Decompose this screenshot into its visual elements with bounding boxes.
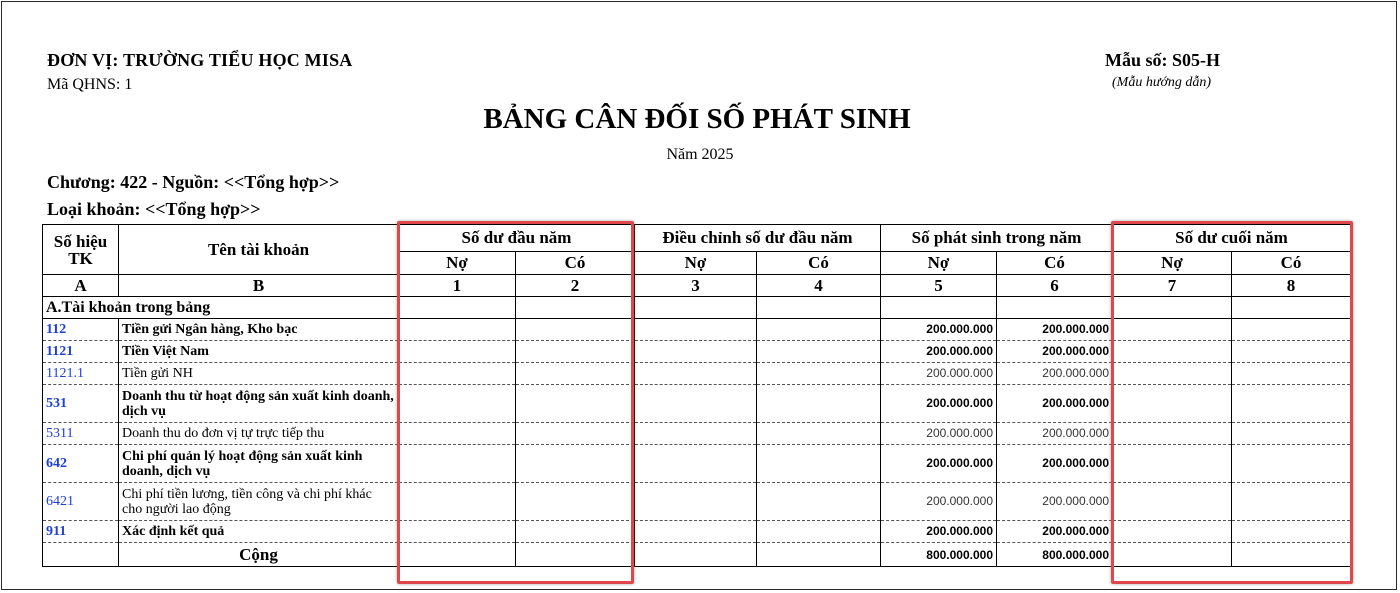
col-letter: B — [119, 275, 399, 297]
header-opening-balance: Số dư đầu năm — [399, 225, 635, 252]
account-name: Tiền Việt Nam — [119, 341, 399, 363]
movement-credit: 200.000.000 — [997, 319, 1113, 341]
col-number: 2 — [516, 275, 635, 297]
account-code[interactable]: 531 — [43, 385, 119, 423]
col-number: 6 — [997, 275, 1113, 297]
col-number: 5 — [881, 275, 997, 297]
account-code[interactable]: 1121 — [43, 341, 119, 363]
header-debit: Nợ — [1113, 252, 1232, 275]
account-code[interactable]: 112 — [43, 319, 119, 341]
chapter-source: Chương: 422 - Nguồn: <<Tổng hợp>> — [47, 172, 340, 192]
account-name: Doanh thu từ hoạt động sản xuất kinh doanh, dịch vụ — [119, 385, 399, 423]
movement-credit: 200.000.000 — [997, 341, 1113, 363]
header-credit: Có — [997, 252, 1113, 275]
col-letter: A — [43, 275, 119, 297]
account-code[interactable]: 911 — [43, 521, 119, 543]
report-title-text: BẢNG CÂN ĐỐI SỐ PHÁT SINH — [483, 103, 911, 135]
movement-debit: 200.000.000 — [881, 385, 997, 423]
movement-credit: 200.000.000 — [997, 385, 1113, 423]
section-label: A.Tài khoản trong bảng — [43, 297, 399, 319]
header-closing-balance: Số dư cuối năm — [1113, 225, 1351, 252]
total-movement-credit: 800.000.000 — [997, 543, 1113, 567]
header-credit: Có — [1232, 252, 1351, 275]
movement-credit: 200.000.000 — [997, 521, 1113, 543]
header-debit: Nợ — [399, 252, 516, 275]
col-number: 1 — [399, 275, 516, 297]
header-credit: Có — [516, 252, 635, 275]
account-code[interactable]: 642 — [43, 445, 119, 483]
movement-credit: 200.000.000 — [997, 363, 1113, 385]
movement-debit: 200.000.000 — [881, 319, 997, 341]
report-year: Năm 2025 — [666, 146, 734, 163]
account-name: Chi phí quản lý hoạt động sản xuất kinh doanh, dịch vụ — [119, 445, 399, 483]
account-name: Tiền gửi Ngân hàng, Kho bạc — [119, 319, 399, 341]
header-opening-adjustment: Điều chỉnh số dư đầu năm — [635, 225, 881, 252]
header-debit: Nợ — [635, 252, 757, 275]
movement-debit: 200.000.000 — [881, 363, 997, 385]
account-name: Xác định kết quả — [119, 521, 399, 543]
col-number: 4 — [757, 275, 881, 297]
movement-debit: 200.000.000 — [881, 423, 997, 445]
category-type: Loại khoản: <<Tổng hợp>> — [47, 199, 261, 219]
movement-debit: 200.000.000 — [881, 483, 997, 521]
account-code[interactable]: 1121.1 — [43, 363, 119, 385]
form-note: (Mẫu hướng dẫn) — [1112, 75, 1212, 90]
header-name: Tên tài khoản — [119, 225, 399, 275]
form-number: Mẫu số: S05-H — [1105, 50, 1221, 70]
account-name: Doanh thu do đơn vị tự trực tiếp thu — [119, 423, 399, 445]
col-number: 3 — [635, 275, 757, 297]
highlight-closing-balance — [1111, 221, 1353, 584]
header-credit: Có — [757, 252, 881, 275]
total-label: Cộng — [119, 543, 399, 567]
report-title — [0, 103, 1400, 136]
movement-debit: 200.000.000 — [881, 521, 997, 543]
header-period-movement: Số phát sinh trong năm — [881, 225, 1113, 252]
account-name: Tiền gửi NH — [119, 363, 399, 385]
account-code[interactable]: 6421 — [43, 483, 119, 521]
total-movement-debit: 800.000.000 — [881, 543, 997, 567]
movement-debit: 200.000.000 — [881, 341, 997, 363]
header-debit: Nợ — [881, 252, 997, 275]
col-number: 8 — [1232, 275, 1351, 297]
highlight-opening-balance — [397, 221, 634, 584]
header-code: Số hiệu TK — [43, 225, 119, 275]
qhns-code: Mã QHNS: 1 — [47, 76, 133, 93]
movement-credit: 200.000.000 — [997, 483, 1113, 521]
movement-debit: 200.000.000 — [881, 445, 997, 483]
unit-name: ĐƠN VỊ: TRƯỜNG TIỂU HỌC MISA — [47, 50, 353, 70]
col-number: 7 — [1113, 275, 1232, 297]
account-name: Chi phí tiền lương, tiền công và chi phí khác cho người lao động — [119, 483, 399, 521]
movement-credit: 200.000.000 — [997, 423, 1113, 445]
account-code[interactable]: 5311 — [43, 423, 119, 445]
movement-credit: 200.000.000 — [997, 445, 1113, 483]
